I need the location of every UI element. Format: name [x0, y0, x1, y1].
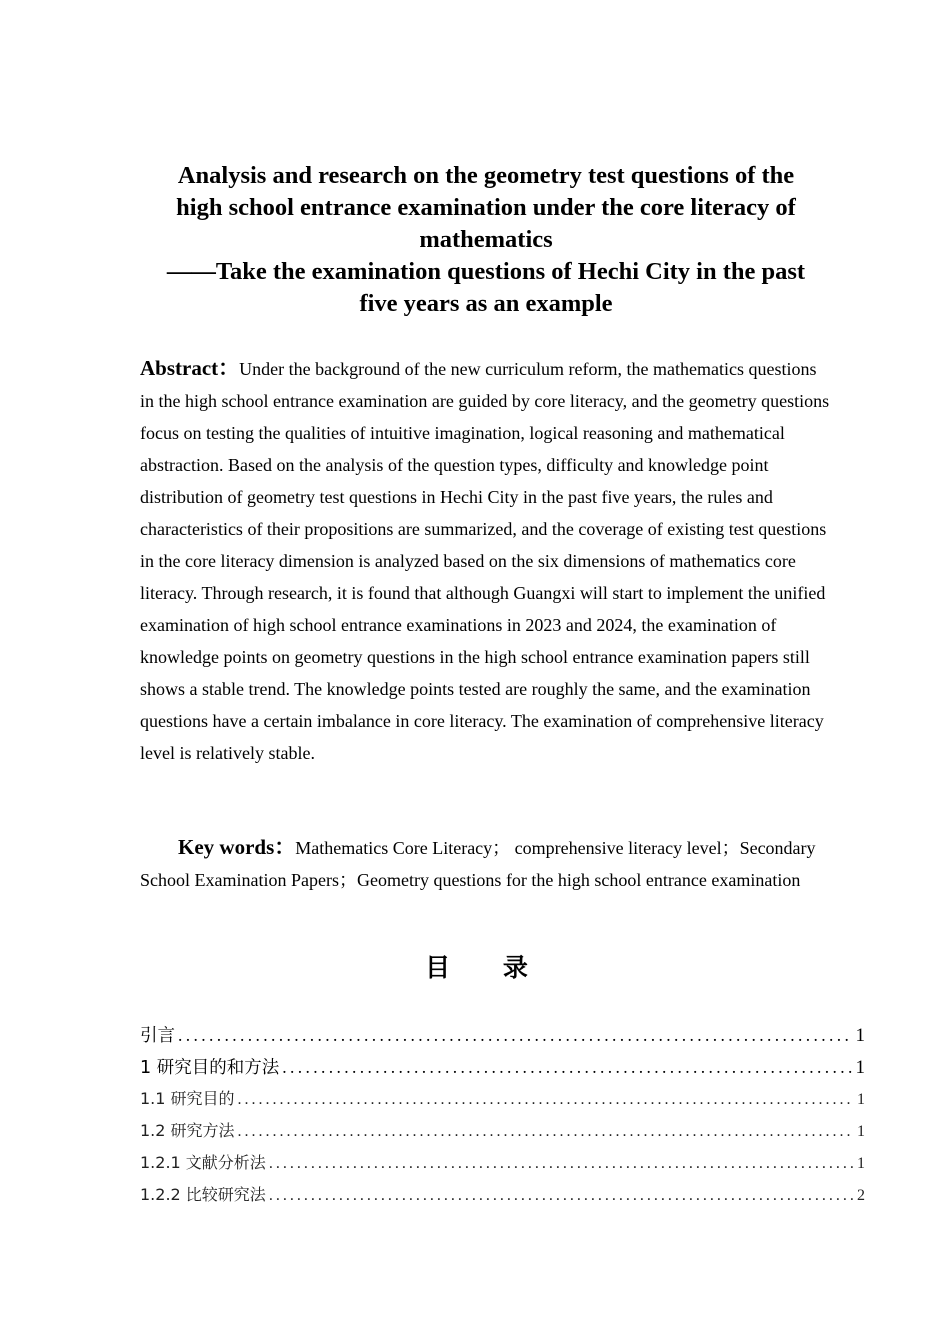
- title-line: Analysis and research on the geometry test questions of the: [177, 162, 795, 189]
- toc-entry-label: 1.1 研究目的: [140, 1089, 235, 1108]
- toc-entry-label: 1.2.1 文献分析法: [140, 1153, 266, 1172]
- table-of-contents: [140, 1022, 865, 1214]
- toc-leader-dots: [238, 1121, 854, 1141]
- toc-leader-dots: [269, 1153, 854, 1173]
- toc-entry[interactable]: [140, 1022, 865, 1054]
- toc-page-number: 1: [857, 1091, 865, 1108]
- subtitle-line: five years as an example: [359, 290, 613, 317]
- toc-leader-dots: [282, 1057, 852, 1078]
- toc-entry[interactable]: [140, 1118, 865, 1150]
- toc-page-number: 1: [855, 1025, 865, 1046]
- toc-leader-dots: [269, 1185, 854, 1205]
- keywords-text: Mathematics Core Literacy； comprehensive literacy level；Secondary School Examination Papers；Geometry questions for the high school entrance examination: [140, 838, 816, 890]
- toc-page-number: 1: [855, 1057, 865, 1078]
- abstract-section: [140, 352, 834, 769]
- toc-entry-label: 引言: [140, 1026, 175, 1046]
- toc-entry-label: 1.2.2 比较研究法: [140, 1185, 266, 1204]
- toc-page-number: 2: [857, 1187, 865, 1204]
- abstract-text: Under the background of the new curriculum reform, the mathematics questions in the high school entrance examination are guided by core literacy, and the geometry questions focus on testing the qualities of intuitive imagination, logical reasoning and mathematical abstraction. Based on the analysis of the question types, difficulty and knowledge point distribution of geometry test questions in Hechi City in the past five years, the rules and characteristics of their propositions are summarized, and the coverage of existing test questions in the core literacy dimension is analyzed based on the six dimensions of mathematics core literacy. Through research, it is found that although Guangxi will start to implement the unified examination of high school entrance examinations in 2023 and 2024, the examination of knowledge points on geometry questions in the high school entrance examination papers still shows a stable trend. The knowledge points tested are roughly the same, and the examination questions have a certain imbalance in core literacy. The examination of comprehensive literacy level is relatively stable.: [140, 359, 830, 763]
- toc-leader-dots: [178, 1025, 853, 1046]
- toc-page-number: 1: [857, 1155, 865, 1172]
- toc-leader-dots: [238, 1089, 854, 1109]
- toc-entry[interactable]: [140, 1086, 865, 1118]
- title-line: mathematics: [419, 226, 553, 253]
- toc-entry-label: 1 研究目的和方法: [140, 1058, 280, 1078]
- abstract-label: Abstract：: [140, 356, 240, 380]
- toc-heading: 目 录: [425, 953, 550, 982]
- toc-entry[interactable]: [140, 1182, 865, 1214]
- toc-entry[interactable]: [140, 1150, 865, 1182]
- toc-page-number: 1: [857, 1123, 865, 1140]
- keywords-section: [140, 831, 840, 896]
- paper-title: [140, 160, 832, 320]
- subtitle-line: ——Take the examination questions of Hechi City in the past: [166, 258, 806, 285]
- keywords-label: Key words：: [178, 835, 296, 859]
- toc-entry[interactable]: [140, 1054, 865, 1086]
- title-line: high school entrance examination under the core literacy of: [176, 194, 796, 221]
- toc-entry-label: 1.2 研究方法: [140, 1121, 235, 1140]
